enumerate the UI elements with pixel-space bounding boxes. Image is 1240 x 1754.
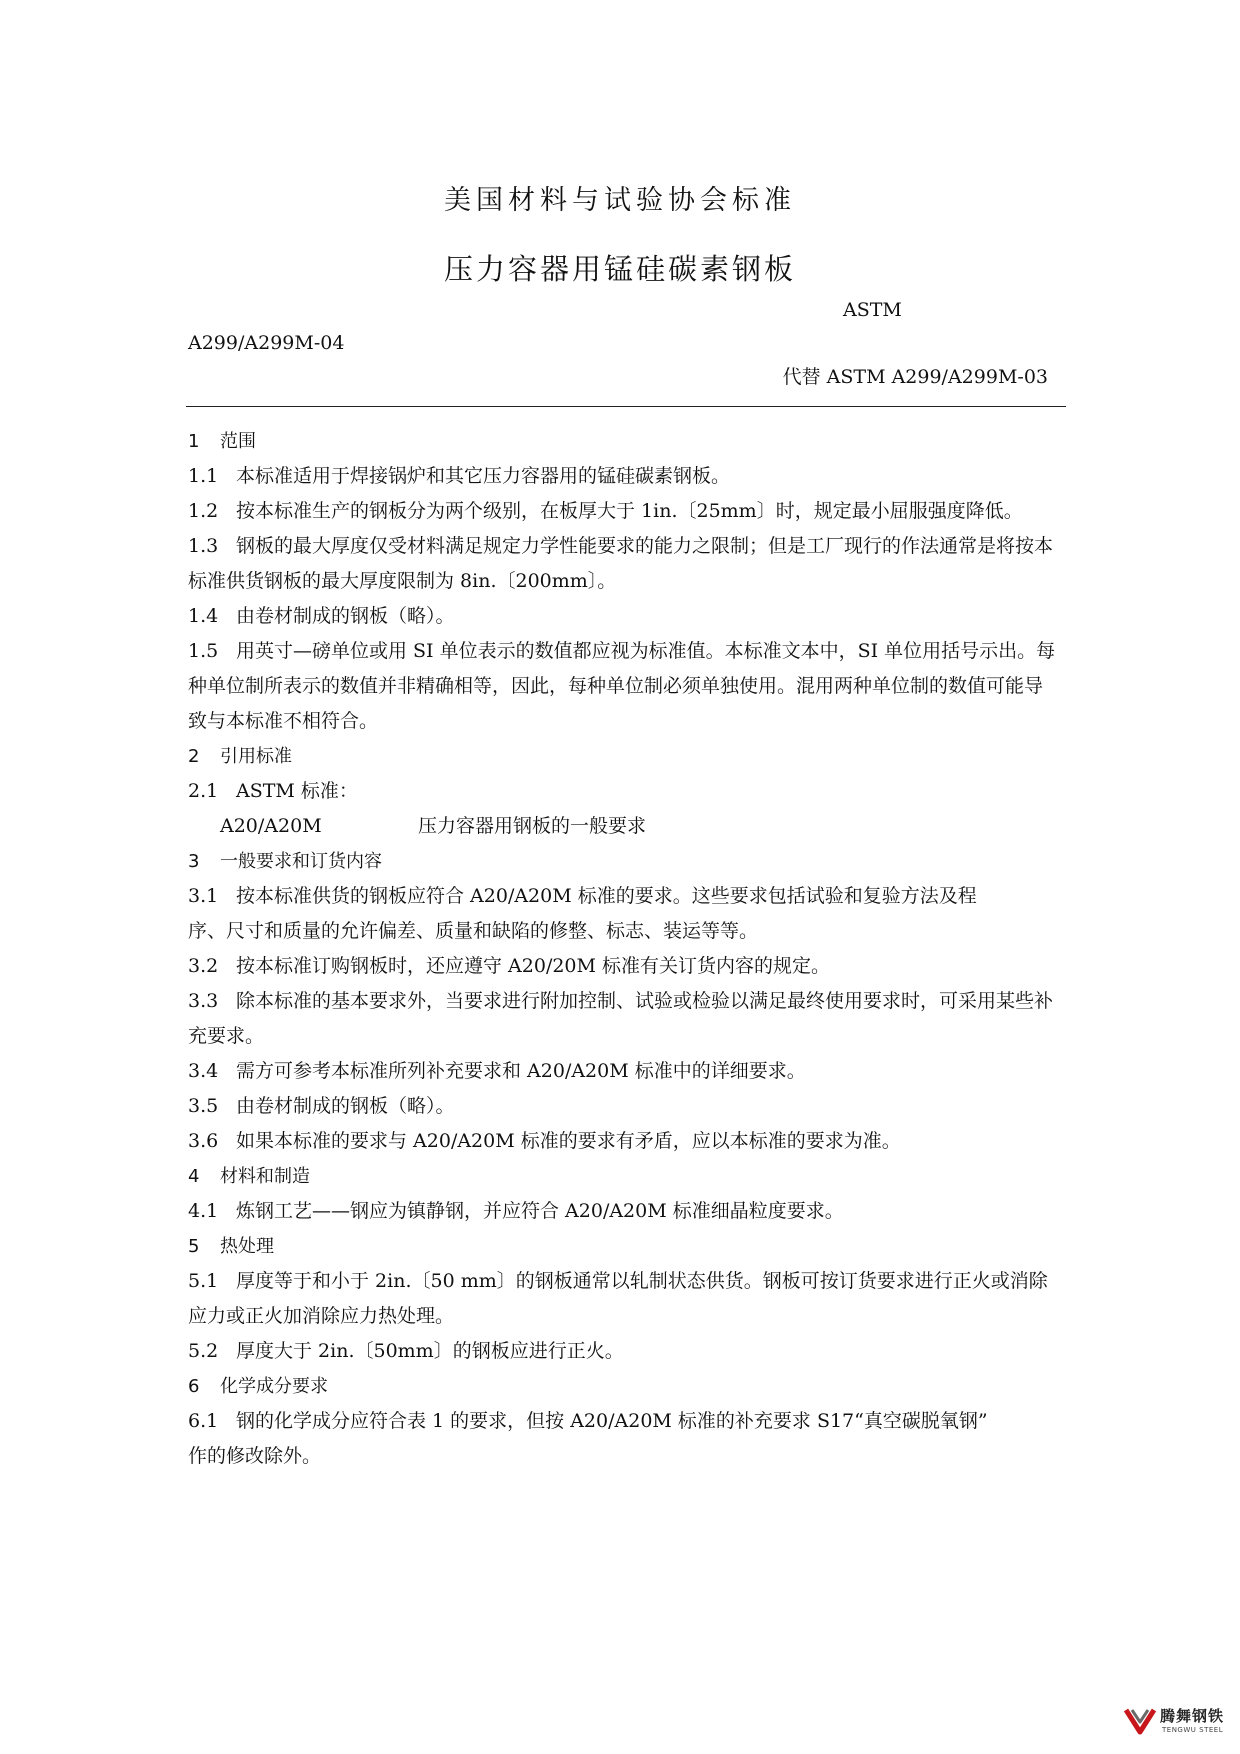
document-body — [188, 424, 1058, 1474]
clause-text: ASTM 标准： — [236, 780, 358, 802]
clause-paragraph — [188, 774, 1058, 809]
clause-text: 需方可参考本标准所列补充要求和 A20/A20M 标准中的详细要求。 — [236, 1060, 806, 1082]
reference-entry — [188, 809, 1058, 844]
clause-text: 钢的化学成分应符合表 1 的要求，但按 A20/A20M 标准的补充要求 S17“真空碳脱氧钢” — [236, 1410, 988, 1432]
clause-number: 3.5 — [188, 1095, 219, 1117]
company-logo — [1122, 1700, 1232, 1744]
clause-number: 3.2 — [188, 955, 219, 977]
section-number: 2 — [188, 746, 200, 767]
section-heading — [188, 739, 1058, 774]
clause-text: 厚度等于和小于 2in.〔50 mm〕的钢板通常以轧制状态供货。钢板可按订货要求进行正火或消除应力或正火加消除应力热处理。 — [188, 1270, 1048, 1327]
reference-code: A20/A20M — [220, 815, 322, 837]
standard-designation: A299/A299M-04 — [188, 332, 345, 354]
section-title: 热处理 — [220, 1236, 274, 1257]
clause-number: 1.3 — [188, 535, 219, 557]
clause-number: 3.4 — [188, 1060, 219, 1082]
clause-number: 1.1 — [188, 465, 219, 487]
continuation-text: 序、尺寸和质量的允许偏差、质量和缺陷的修整、标志、装运等等。 — [188, 920, 759, 942]
clause-number: 1.4 — [188, 605, 219, 627]
clause-paragraph — [188, 984, 1058, 1054]
clause-text: 炼钢工艺——钢应为镇静钢，并应符合 A20/A20M 标准细晶粒度要求。 — [236, 1200, 844, 1222]
clause-paragraph — [188, 1334, 1058, 1369]
logo-name-cn: 腾舞钢铁 — [1160, 1707, 1225, 1725]
clause-paragraph — [188, 879, 1058, 914]
clause-paragraph — [188, 1404, 1058, 1439]
section-heading — [188, 1229, 1058, 1264]
clause-text: 用英寸—磅单位或用 SI 单位表示的数值都应视为标准值。本标准文本中，SI 单位用括号示出。每种单位制所表示的数值并非精确相等，因此，每种单位制必须单独使用。混用两种单位制的数值可能导致与本标准不相符合。 — [188, 640, 1056, 732]
clause-paragraph — [188, 599, 1058, 634]
clause-text: 厚度大于 2in.〔50mm〕的钢板应进行正火。 — [236, 1340, 624, 1362]
section-heading — [188, 844, 1058, 879]
clause-paragraph — [188, 1124, 1058, 1159]
clause-number: 5.2 — [188, 1340, 219, 1362]
continuation-text: 作的修改除外。 — [188, 1445, 322, 1467]
header-divider — [186, 406, 1066, 407]
section-heading — [188, 424, 1058, 459]
clause-paragraph — [188, 1264, 1058, 1334]
logo-icon — [1122, 1702, 1158, 1738]
section-title: 范围 — [220, 431, 256, 452]
clause-number: 6.1 — [188, 1410, 219, 1432]
clause-text: 按本标准订购钢板时，还应遵守 A20/20M 标准有关订货内容的规定。 — [236, 955, 831, 977]
clause-number: 3.1 — [188, 885, 219, 907]
clause-text: 由卷材制成的钢板（略）。 — [236, 605, 455, 627]
replaces-label: 代替 ASTM A299/A299M-03 — [782, 366, 1048, 388]
section-title: 引用标准 — [220, 746, 292, 767]
clause-paragraph — [188, 634, 1058, 739]
section-number: 6 — [188, 1376, 200, 1397]
clause-paragraph — [188, 494, 1058, 529]
clause-text: 按本标准供货的钢板应符合 A20/A20M 标准的要求。这些要求包括试验和复验方法及程 — [236, 885, 977, 907]
section-title: 一般要求和订货内容 — [220, 851, 382, 872]
document-title: 美国材料与试验协会标准 — [444, 185, 796, 216]
section-heading — [188, 1369, 1058, 1404]
section-title: 材料和制造 — [220, 1166, 310, 1187]
astm-label: ASTM — [843, 299, 902, 321]
clause-number: 2.1 — [188, 780, 219, 802]
section-title: 化学成分要求 — [220, 1376, 328, 1397]
clause-paragraph — [188, 1194, 1058, 1229]
clause-number: 1.5 — [188, 640, 219, 662]
logo-name-en: TENGWU STEEL — [1162, 1726, 1224, 1734]
clause-number: 5.1 — [188, 1270, 219, 1292]
clause-text: 按本标准生产的钢板分为两个级别，在板厚大于 1in.〔25mm〕时，规定最小屈服强度降低。 — [236, 500, 1023, 522]
document-subtitle: 压力容器用锰硅碳素钢板 — [443, 252, 796, 286]
clause-paragraph — [188, 459, 1058, 494]
clause-text: 本标准适用于焊接锅炉和其它压力容器用的锰硅碳素钢板。 — [236, 465, 731, 487]
clause-paragraph — [188, 1089, 1058, 1124]
clause-text: 由卷材制成的钢板（略）。 — [236, 1095, 455, 1117]
clause-paragraph — [188, 529, 1058, 599]
clause-paragraph — [188, 1054, 1058, 1089]
clause-text: 除本标准的基本要求外，当要求进行附加控制、试验或检验以满足最终使用要求时，可采用某些补充要求。 — [188, 990, 1054, 1047]
clause-text: 如果本标准的要求与 A20/A20M 标准的要求有矛盾，应以本标准的要求为准。 — [236, 1130, 901, 1152]
section-number: 3 — [188, 851, 200, 872]
section-number: 1 — [188, 431, 200, 452]
reference-title: 压力容器用钢板的一般要求 — [418, 815, 647, 837]
clause-number: 1.2 — [188, 500, 219, 522]
clause-text: 钢板的最大厚度仅受材料满足规定力学性能要求的能力之限制；但是工厂现行的作法通常是将按本标准供货钢板的最大厚度限制为 8in.〔200mm〕。 — [188, 535, 1054, 592]
section-heading — [188, 1159, 1058, 1194]
section-number: 5 — [188, 1236, 200, 1257]
clause-paragraph — [188, 949, 1058, 984]
clause-number: 3.6 — [188, 1130, 219, 1152]
section-number: 4 — [188, 1166, 200, 1187]
clause-number: 4.1 — [188, 1200, 219, 1222]
clause-number: 3.3 — [188, 990, 219, 1012]
